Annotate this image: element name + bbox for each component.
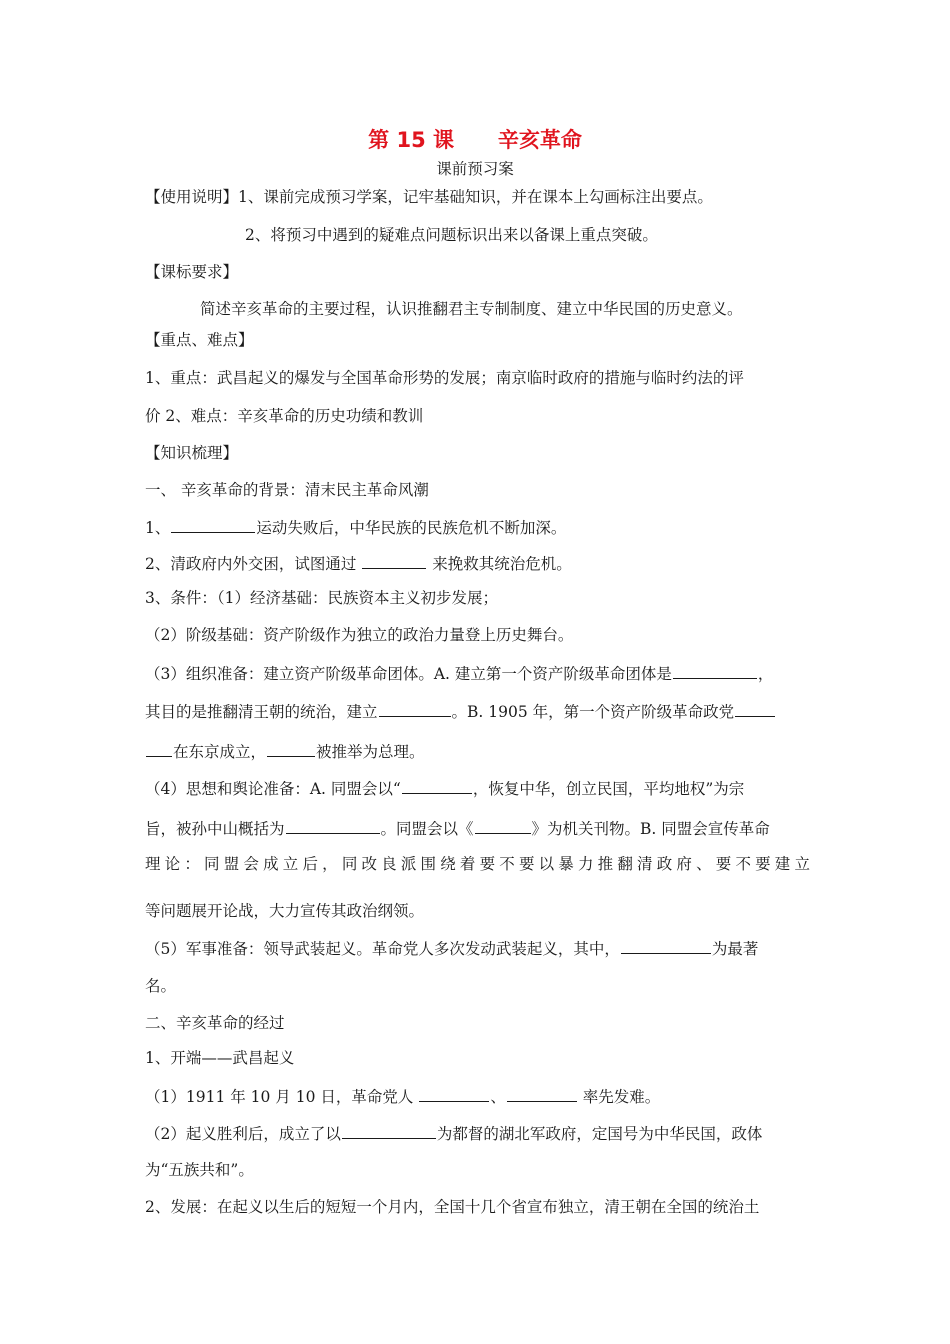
fill-blank[interactable] — [342, 1122, 436, 1139]
fill-blank[interactable] — [507, 1085, 577, 1102]
fill-blank[interactable] — [673, 662, 757, 679]
section-2-item-1b: （2）起义胜利后，成立了以 为都督的湖北军政府，定国号为中华民国，政体 — [145, 1122, 810, 1144]
section-2-item-1a: （1）1911 年 10 月 10 日，革命党人 、 率先发难。 — [145, 1085, 810, 1107]
fill-blank[interactable] — [475, 817, 531, 834]
fill-blank[interactable] — [419, 1085, 489, 1102]
item-3-4-d: 等问题展开论战，大力宣传其政治纲领。 — [145, 902, 425, 920]
item-3-4-c: 理论：同盟会成立后，同改良派围绕着要不要以暴力推翻清政府、要不要建立 — [145, 855, 810, 873]
section-2-title: 二、辛亥革命的经过 — [145, 1014, 285, 1032]
fill-blank[interactable] — [146, 740, 172, 757]
item-3-5-b: 名。 — [145, 977, 177, 995]
knowledge-heading: 【知识梳理】 — [145, 444, 239, 462]
standards-heading: 【课标要求】 — [145, 263, 239, 281]
item-3-3-c: 在东京成立， 被推举为总理。 — [145, 740, 810, 762]
section-1-title: 一、 辛亥革命的背景：清末民主革命风潮 — [145, 481, 429, 499]
fill-blank[interactable] — [735, 700, 775, 717]
item-3-3-a: （3）组织准备：建立资产阶级革命团体。A. 建立第一个资产阶级革命团体是 ， — [145, 662, 810, 684]
lesson-subtitle: 课前预习案 — [436, 160, 514, 178]
item-3-4-a: （4）思想和舆论准备：A. 同盟会以“ ，恢复中华，创立民国，平均地权”为宗 — [145, 777, 810, 799]
item-3-3-b: 其目的是推翻清王朝的统治，建立 。B. 1905 年，第一个资产阶级革命政党 — [145, 700, 810, 722]
item-3: 3、条件：（1）经济基础：民族资本主义初步发展； — [145, 589, 498, 607]
section-2-item-1: 1、开端——武昌起义 — [145, 1049, 295, 1067]
item-3-2: （2）阶级基础：资产阶级作为独立的政治力量登上历史舞台。 — [145, 626, 574, 644]
usage-line-1: 【使用说明】1、课前完成预习学案，记牢基础知识，并在课本上勾画标注出要点。 — [145, 188, 713, 206]
item-2: 2、清政府内外交困，试图通过 来挽救其统治危机。 — [145, 552, 810, 574]
usage-line-2: 2、将预习中遇到的疑难点问题标识出来以备课上重点突破。 — [245, 226, 658, 244]
fill-blank[interactable] — [286, 817, 380, 834]
fill-blank[interactable] — [171, 516, 255, 533]
keypoints-line-1: 1、重点：武昌起义的爆发与全国革命形势的发展；南京临时政府的措施与临时约法的评 — [145, 369, 744, 387]
fill-blank[interactable] — [379, 700, 451, 717]
fill-blank[interactable] — [267, 740, 315, 757]
fill-blank[interactable] — [362, 552, 426, 569]
keypoints-heading: 【重点、难点】 — [145, 331, 254, 349]
section-2-item-1c: 为“五族共和”。 — [145, 1161, 254, 1179]
lesson-title: 第 15 课 辛亥革命 — [368, 128, 582, 152]
item-3-4-b: 旨，被孙中山概括为 。同盟会以《 》为机关刊物。B. 同盟会宣传革命 — [145, 817, 810, 839]
standards-text: 简述辛亥革命的主要过程，认识推翻君主专制制度、建立中华民国的历史意义。 — [200, 300, 743, 318]
item-1: 1、 运动失败后，中华民族的民族危机不断加深。 — [145, 516, 810, 538]
fill-blank[interactable] — [402, 777, 472, 794]
item-3-5-a: （5）军事准备：领导武装起义。革命党人多次发动武装起义，其中， 为最著 — [145, 937, 810, 959]
keypoints-line-2: 价 2、难点：辛亥革命的历史功绩和教训 — [145, 407, 424, 425]
section-2-item-2: 2、发展：在起义以生后的短短一个月内，全国十几个省宣布独立，清王朝在全国的统治土 — [145, 1198, 760, 1216]
fill-blank[interactable] — [621, 937, 711, 954]
